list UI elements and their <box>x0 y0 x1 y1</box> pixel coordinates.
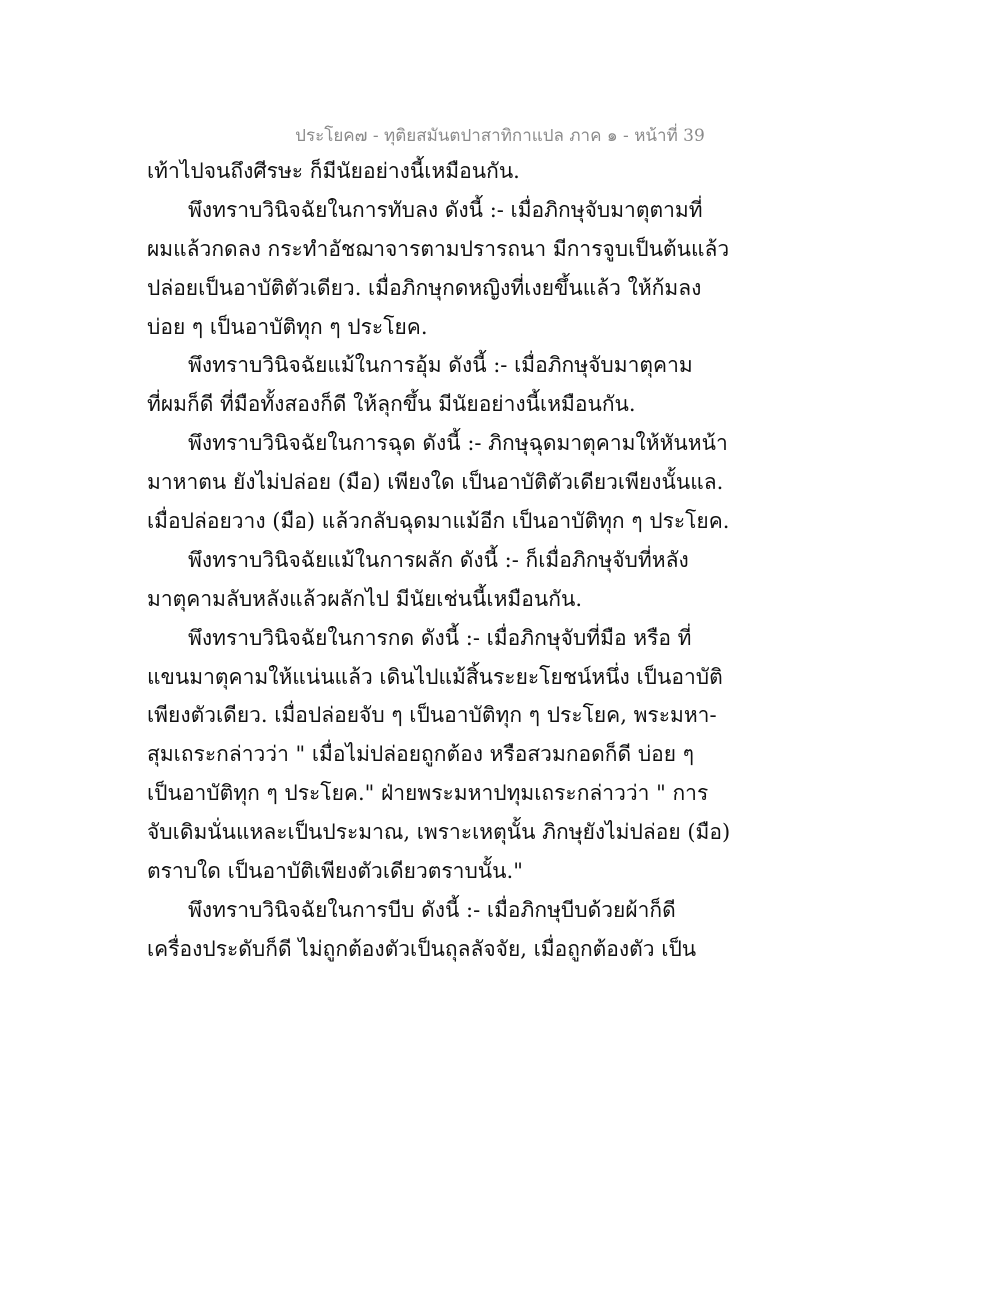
paragraph-start-line: พึงทราบวินิจฉัยแม้ในการอุ้ม ดังนี้ :- เมื่อภิกษุจับมาตุคาม <box>188 353 693 378</box>
body-text <box>147 152 731 969</box>
text-line: จับเดิมนั่นแหละเป็นประมาณ, เพราะเหตุนั้น ภิกษุยังไม่ปล่อย (มือ) <box>147 820 731 845</box>
paragraph-start-line: พึงทราบวินิจฉัยในการกด ดังนี้ :- เมื่อภิกษุจับที่มือ หรือ ที่ <box>188 625 692 650</box>
text-line: เพียงตัวเดียว. เมื่อปล่อยจับ ๆ เป็นอาบัติทุก ๆ ประโยค, พระมหา- <box>147 703 717 728</box>
text-line: ปล่อยเป็นอาบัติตัวเดียว. เมื่อภิกษุกดหญิงที่เงยขึ้นแล้ว ให้ก้มลง <box>147 275 702 300</box>
text-line: มาหาตน ยังไม่ปล่อย (มือ) เพียงใด เป็นอาบัติตัวเดียวเพียงนั้นแล. <box>147 470 724 495</box>
running-header: ประโยค๗ - ทุติยสมันตปาสาทิกาแปล ภาค ๑ - หน้าที่ 39 <box>295 126 705 146</box>
paragraph-start-line: พึงทราบวินิจฉัยแม้ในการผลัก ดังนี้ :- ก็เมื่อภิกษุจับที่หลัง <box>188 547 689 572</box>
text-line: มาตุคามลับหลังแล้วผลักไป มีนัยเช่นนี้เหมือนกัน. <box>147 586 582 611</box>
text-line: ตราบใด เป็นอาบัติเพียงตัวเดียวตราบนั้น." <box>147 859 523 884</box>
text-line: ที่ผมก็ดี ที่มือทั้งสองก็ดี ให้ลุกขึ้น มีนัยอย่างนี้เหมือนกัน. <box>147 392 636 417</box>
text-line: เป็นอาบัติทุก ๆ ประโยค." ฝ่ายพระมหาปทุมเถระกล่าวว่า " การ <box>147 781 709 806</box>
text-line: บ่อย ๆ เป็นอาบัติทุก ๆ ประโยค. <box>147 314 428 339</box>
text-line: ผมแล้วกดลง กระทำอัชฌาจารตามปรารถนา มีการจูบเป็นต้นแล้ว <box>147 236 730 261</box>
paragraph-start-line: พึงทราบวินิจฉัยในการบีบ ดังนี้ :- เมื่อภิกษุบีบด้วยผ้าก็ดี <box>188 897 676 922</box>
paragraph-start-line: พึงทราบวินิจฉัยในการทับลง ดังนี้ :- เมื่อภิกษุจับมาตุตามที่ <box>188 197 703 222</box>
text-line: เมื่อปล่อยวาง (มือ) แล้วกลับฉุดมาแม้อีก เป็นอาบัติทุก ๆ ประโยค. <box>147 509 730 534</box>
text-line: เครื่องประดับก็ดี ไม่ถูกต้องตัวเป็นถุลลัจจัย, เมื่อถูกต้องตัว เป็น <box>147 936 697 961</box>
text-line: สุมเถระกล่าวว่า " เมื่อไม่ปล่อยถูกต้อง หรือสวมกอดก็ดี บ่อย ๆ <box>147 742 695 767</box>
text-line: แขนมาตุคามให้แน่นแล้ว เดินไปแม้สิ้นระยะโยชน์หนึ่ง เป็นอาบัติ <box>147 664 723 689</box>
paragraph-start-line: พึงทราบวินิจฉัยในการฉุด ดังนี้ :- ภิกษุฉุดมาตุคามให้หันหน้า <box>188 431 728 456</box>
text-line: เท้าไปจนถึงศีรษะ ก็มีนัยอย่างนี้เหมือนกัน. <box>147 159 520 183</box>
